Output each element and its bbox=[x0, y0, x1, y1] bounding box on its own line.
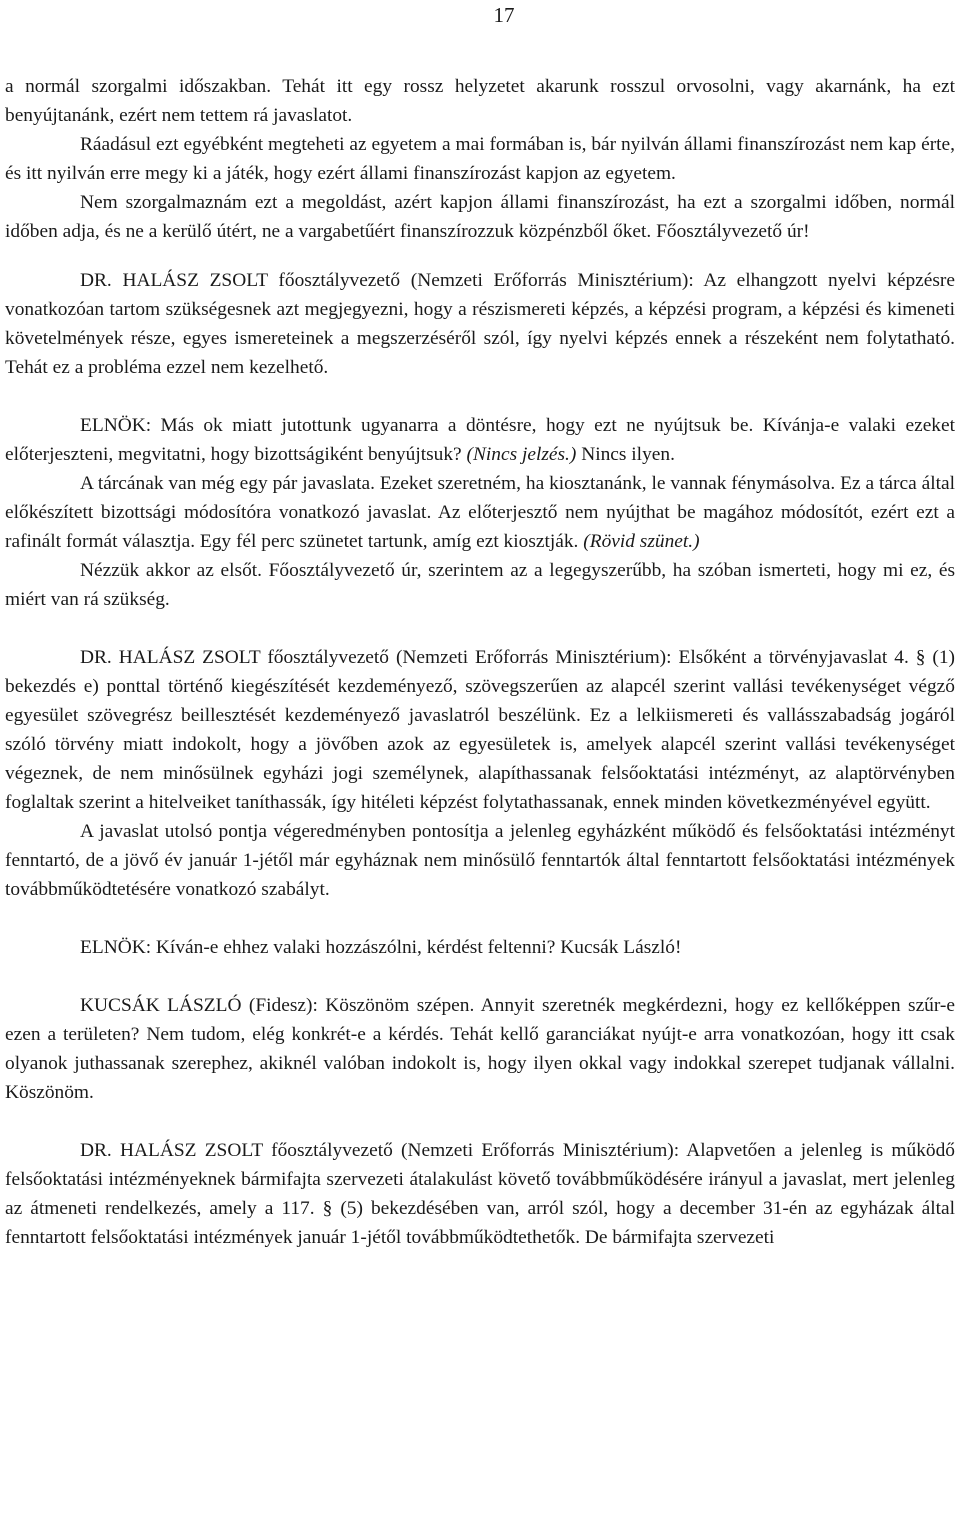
paragraph-halasz-4 bbox=[5, 1136, 955, 1252]
paragraph-kucsak bbox=[5, 991, 955, 1107]
paragraph-text: ELNÖK: Más ok miatt jutottunk ugyanarra a döntésre, hogy ezt ne nyújtsuk be. Kívánja-e valaki ezeket előterjeszteni, megvitatni, hogy bizottságiként benyújtsuk? bbox=[5, 415, 955, 465]
stage-direction: (Rövid szünet.) bbox=[583, 531, 700, 552]
paragraph-elnok-1 bbox=[5, 411, 955, 469]
paragraph-text: A tárcának van még egy pár javaslata. Ezeket szeretném, ha kiosztanánk, le vannak fénymásolva. Ez a tárca által előkészített bizottsági módosítóra vonatkozó javaslat. Az előterjesztő nem nyújthat be magához módosítót, ezért ezt a rafinált formát választja. Egy fél perc szünetet tartunk, amíg ezt kiosztják. bbox=[5, 473, 955, 552]
stage-direction: (Nincs jelzés.) bbox=[466, 444, 577, 465]
paragraph-text: ELNÖK: Kíván-e ehhez valaki hozzászólni, kérdést feltenni? Kucsák László! bbox=[80, 937, 682, 958]
paragraph-elnok-4 bbox=[5, 933, 955, 962]
paragraph-elnok-2 bbox=[5, 469, 955, 556]
paragraph-text: DR. HALÁSZ ZSOLT főosztályvezető (Nemzeti Erőforrás Minisztérium): Elsőként a törvényjavaslat 4. § (1) bekezdés e) ponttal történő kiegészítését kezdeményező, szövegszerűen az alapcél szerint vallási tevékenységet végző egyesület szövegrész beillesztését kezdeményező javaslatról beszélünk. Ez a lelkiismereti és vallásszabadság jogáról szóló törvény miatt indokolt, hogy a jövőben azok az egyesületek is, amelyek alapcél szerint vallási tevékenységet végeznek, de nem minősülnek egyházi jogi személynek, alapíthassanak felsőoktatási intézményt, az alaptörvényben foglaltak szerint a hitelveiket taníthassák, így hitéleti képzést folytathassanak, ennek minden következményével együtt. bbox=[5, 647, 955, 813]
paragraph-text: DR. HALÁSZ ZSOLT főosztályvezető (Nemzeti Erőforrás Minisztérium): Alapvetően a jelenleg is működő felsőoktatási intézményeknek bármifajta szervezeti átalakulást követő továbbműködésére irányul a javaslat, mert jelenleg az átmeneti rendelkezés, amely a 117. § (5) bekezdésében van, arról szól, hogy a december 31-én az egyházak által fenntartott felsőoktatási intézmények január 1-jétől továbbműködtethetők. De bármifajta szervezeti bbox=[5, 1140, 955, 1248]
paragraph-halasz-2 bbox=[5, 643, 955, 817]
paragraph-text: Nem szorgalmaznám ezt a megoldást, azért kapjon állami finanszírozást, ha ezt a szorgalmi időben, normál időben adja, és ne a kerülő útért, ne a vargabetűért finanszírozzuk közpénzből őket. Főosztályvezető úr! bbox=[5, 192, 955, 242]
paragraph-elnok-3 bbox=[5, 556, 955, 614]
paragraph-3 bbox=[5, 188, 955, 246]
paragraph-halasz-3 bbox=[5, 817, 955, 904]
paragraph-text: Nézzük akkor az elsőt. Főosztályvezető úr, szerintem az a legegyszerűbb, ha szóban ismerteti, hogy mi ez, és miért van rá szükség. bbox=[5, 560, 955, 610]
paragraph-text: Ráadásul ezt egyébként megteheti az egyetem a mai formában is, bár nyilván állami finanszírozást nem kap érte, és itt nyilván erre megy ki a játék, hogy ezért állami finanszírozást kapjon az egyetem. bbox=[5, 134, 955, 184]
paragraph-halasz-1 bbox=[5, 266, 955, 382]
paragraph-text: Nincs ilyen. bbox=[576, 444, 675, 465]
paragraph-2 bbox=[5, 130, 955, 188]
paragraph-1 bbox=[5, 72, 955, 130]
paragraph-text: KUCSÁK LÁSZLÓ (Fidesz): Köszönöm szépen. Annyit szeretnék megkérdezni, hogy ez kellőképpen szűr-e ezen a területen? Nem tudom, elég konkrét-e a kérdés. Tehát kellő garanciákat nyújt-e arra vonatkozóan, hogy itt csak olyanok juthassanak szerephez, akiknél valóban indokolt is, hogy ilyen okkal vagy indokkal szerepet tudjanak vállalni. Köszönöm. bbox=[5, 995, 955, 1103]
document-body bbox=[5, 72, 955, 1252]
paragraph-text: A javaslat utolsó pontja végeredményben pontosítja a jelenleg egyházként működő és felsőoktatási intézményt fenntartó, de a jövő év január 1-jétől már egyháznak nem minősülő fenntartók által fenntartott felsőoktatási intézmények továbbműködtetésére vonatkozó szabályt. bbox=[5, 821, 955, 900]
paragraph-text: a normál szorgalmi időszakban. Tehát itt egy rossz helyzetet akarunk rosszul orvosolni, vagy akarnánk, ha ezt benyújtanánk, ezért nem tettem rá javaslatot. bbox=[5, 76, 955, 126]
paragraph-text: DR. HALÁSZ ZSOLT főosztályvezető (Nemzeti Erőforrás Minisztérium): Az elhangzott nyelvi képzésre vonatkozóan tartom szükségesnek azt megjegyezni, hogy a részismereti képzés, a képzési program, a képzési és kimeneti követelmények része, egyes ismereteinek a megszerzéséről szól, így nyelvi képzés ennek a részeként nem folytatható. Tehát ez a probléma ezzel nem kezelhető. bbox=[5, 270, 955, 378]
page-number: 17 bbox=[493, 3, 515, 27]
